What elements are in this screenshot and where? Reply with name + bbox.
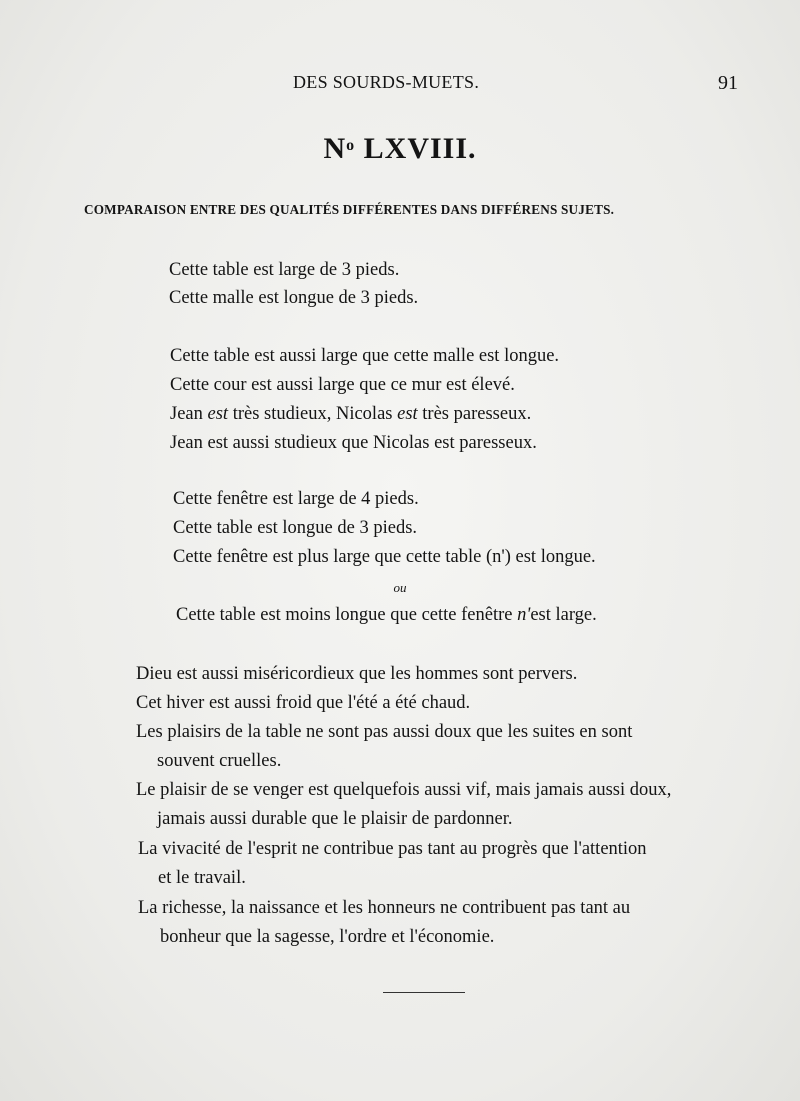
section-subtitle: COMPARAISON ENTRE DES QUALITÉS DIFFÉRENTES DANS DIFFÉRENS SUJETS. xyxy=(84,202,615,217)
example-line xyxy=(176,604,597,626)
paragraph-line: Les plaisirs de la table ne sont pas aussi doux que les suites en sont xyxy=(136,722,633,742)
paragraph-line: Dieu est aussi miséricordieux que les hommes sont pervers. xyxy=(136,664,578,684)
text-run: très studieux, Nicolas xyxy=(228,404,398,424)
italic-run: est xyxy=(207,404,229,424)
section-number-sup: o xyxy=(346,137,356,154)
text-run: Cette table est moins longue que cette fenêtre xyxy=(176,605,518,625)
paragraph-line: Le plaisir de se venger est quelquefois aussi vif, mais jamais aussi doux, xyxy=(136,780,672,800)
example-line: Cette cour est aussi large que ce mur est élevé. xyxy=(170,375,515,395)
paragraph-line: et le travail. xyxy=(158,868,246,888)
example-line: Cette fenêtre est plus large que cette table (n') est longue. xyxy=(173,547,596,567)
section-number-prefix: N xyxy=(323,132,347,165)
section-number-value: LXVIII. xyxy=(363,132,477,165)
text-run: très paresseux. xyxy=(417,404,532,424)
example-line: Cette table est longue de 3 pieds. xyxy=(173,518,418,538)
italic-run: n' xyxy=(517,605,531,625)
example-line: Cette table est large de 3 pieds. xyxy=(169,260,400,280)
section-number xyxy=(0,132,800,166)
end-rule xyxy=(383,992,465,993)
page-number: 91 xyxy=(718,72,738,94)
paragraph-line: souvent cruelles. xyxy=(157,751,282,771)
italic-run: est xyxy=(397,404,418,424)
example-line: Cette fenêtre est large de 4 pieds. xyxy=(173,489,419,509)
paragraph-line: Cet hiver est aussi froid que l'été a été chaud. xyxy=(136,693,471,713)
text-run: Jean xyxy=(170,404,208,424)
example-line: Cette table est aussi large que cette malle est longue. xyxy=(170,346,560,366)
paragraph-line: jamais aussi durable que le plaisir de pardonner. xyxy=(157,809,513,829)
running-head xyxy=(0,72,800,102)
alternative-marker: ou xyxy=(393,580,407,595)
example-line: Cette malle est longue de 3 pieds. xyxy=(169,288,419,308)
example-line xyxy=(170,403,531,425)
paragraph-line: bonheur que la sagesse, l'ordre et l'économie. xyxy=(160,927,495,947)
paragraph-line: La vivacité de l'esprit ne contribue pas tant au progrès que l'attention xyxy=(138,839,647,859)
example-line: Jean est aussi studieux que Nicolas est paresseux. xyxy=(170,433,537,453)
paragraph-line: La richesse, la naissance et les honneurs ne contribuent pas tant au xyxy=(138,898,631,918)
text-run: est large. xyxy=(530,605,597,625)
running-title: DES SOURDS-MUETS. xyxy=(293,72,480,92)
